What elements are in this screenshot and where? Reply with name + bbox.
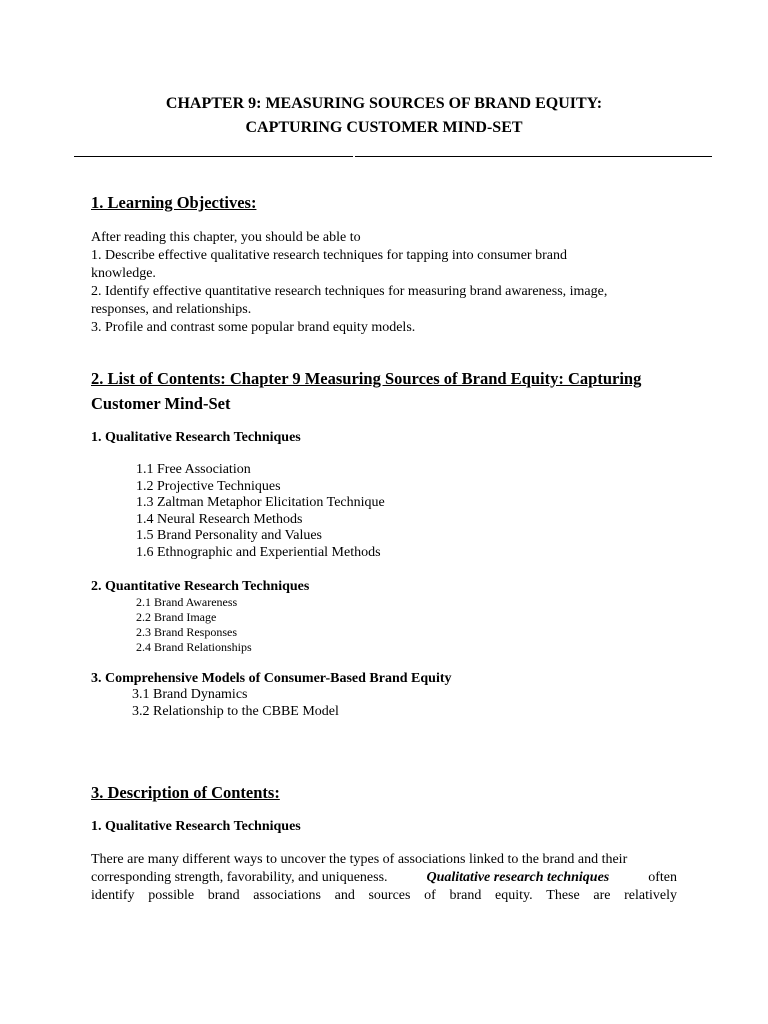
contents-item: 1.2 Projective Techniques — [136, 478, 281, 494]
objective-line: 3. Profile and contrast some popular brand equity models. — [91, 320, 416, 335]
paragraph-word: are — [593, 888, 611, 903]
paragraph-word: brand — [207, 888, 240, 903]
paragraph-word: sources — [368, 888, 411, 903]
title-divider-left — [74, 156, 353, 157]
objective-line: 2. Identify effective quantitative research techniques for measuring brand awareness, image, — [91, 284, 608, 299]
paragraph-word: associations — [253, 888, 321, 903]
emphasis-text: Qualitative research techniques — [426, 870, 610, 885]
contents-section-title: 1. Qualitative Research Techniques — [91, 430, 301, 445]
title-line-1: CHAPTER 9: MEASURING SOURCES OF BRAND EQUITY: — [165, 95, 603, 112]
objectives-intro: After reading this chapter, you should be able to — [91, 230, 361, 245]
paragraph-word: of — [424, 888, 436, 903]
contents-item: 3.2 Relationship to the CBBE Model — [132, 703, 339, 719]
contents-item: 3.1 Brand Dynamics — [132, 687, 248, 702]
paragraph-word: brand — [449, 888, 482, 903]
objective-line: knowledge. — [91, 266, 156, 281]
paragraph-text: corresponding strength, favorability, and uniqueness. — [91, 870, 388, 885]
contents-section-title: 3. Comprehensive Models of Consumer-Based Brand Equity — [91, 671, 452, 686]
contents-section-list — [136, 462, 385, 561]
description-subheading: 1. Qualitative Research Techniques — [91, 819, 301, 834]
paragraph-line — [91, 869, 677, 887]
contents-heading-line-2: Customer Mind-Set — [91, 394, 231, 413]
paragraph-line — [91, 851, 677, 869]
contents-section-list — [132, 687, 339, 720]
contents-section-list — [136, 595, 252, 655]
contents-item: 2.3 Brand Responses — [136, 625, 237, 639]
title-line-2: CAPTURING CUSTOMER MIND-SET — [245, 119, 523, 136]
description-heading: 3. Description of Contents: — [91, 783, 280, 802]
description-paragraph — [91, 851, 677, 905]
learning-objectives-heading: 1. Learning Objectives: — [91, 193, 257, 212]
contents-item: 2.2 Brand Image — [136, 610, 217, 624]
paragraph-line — [91, 887, 677, 905]
paragraph-word: These — [546, 888, 580, 903]
contents-item: 1.6 Ethnographic and Experiential Methods — [136, 544, 381, 560]
list-of-contents-heading — [91, 366, 691, 416]
contents-item: 1.3 Zaltman Metaphor Elicitation Technique — [136, 495, 385, 510]
paragraph-text: often — [648, 870, 677, 885]
paragraph-word: equity. — [495, 888, 533, 903]
contents-item: 1.5 Brand Personality and Values — [136, 528, 322, 543]
paragraph-word: identify — [91, 888, 135, 903]
objective-line: responses, and relationships. — [91, 302, 252, 317]
contents-item: 2.4 Brand Relationships — [136, 640, 252, 654]
contents-section-title: 2. Quantitative Research Techniques — [91, 579, 310, 594]
paragraph-word: and — [334, 888, 355, 903]
paragraph-text: There are many different ways to uncover the types of associations linked to the brand and their — [91, 852, 628, 867]
paragraph-word: relatively — [624, 888, 677, 903]
contents-item: 1.4 Neural Research Methods — [136, 511, 303, 527]
page-title — [0, 92, 768, 140]
paragraph-word: possible — [148, 888, 195, 903]
learning-objectives-body — [91, 229, 683, 337]
title-divider-right — [355, 156, 712, 157]
contents-item: 1.1 Free Association — [136, 462, 251, 477]
objective-line: 1. Describe effective qualitative research techniques for tapping into consumer brand — [91, 248, 567, 263]
contents-item: 2.1 Brand Awareness — [136, 595, 238, 609]
contents-heading-line-1: 2. List of Contents: Chapter 9 Measuring Sources of Brand Equity: Capturing — [91, 369, 642, 388]
